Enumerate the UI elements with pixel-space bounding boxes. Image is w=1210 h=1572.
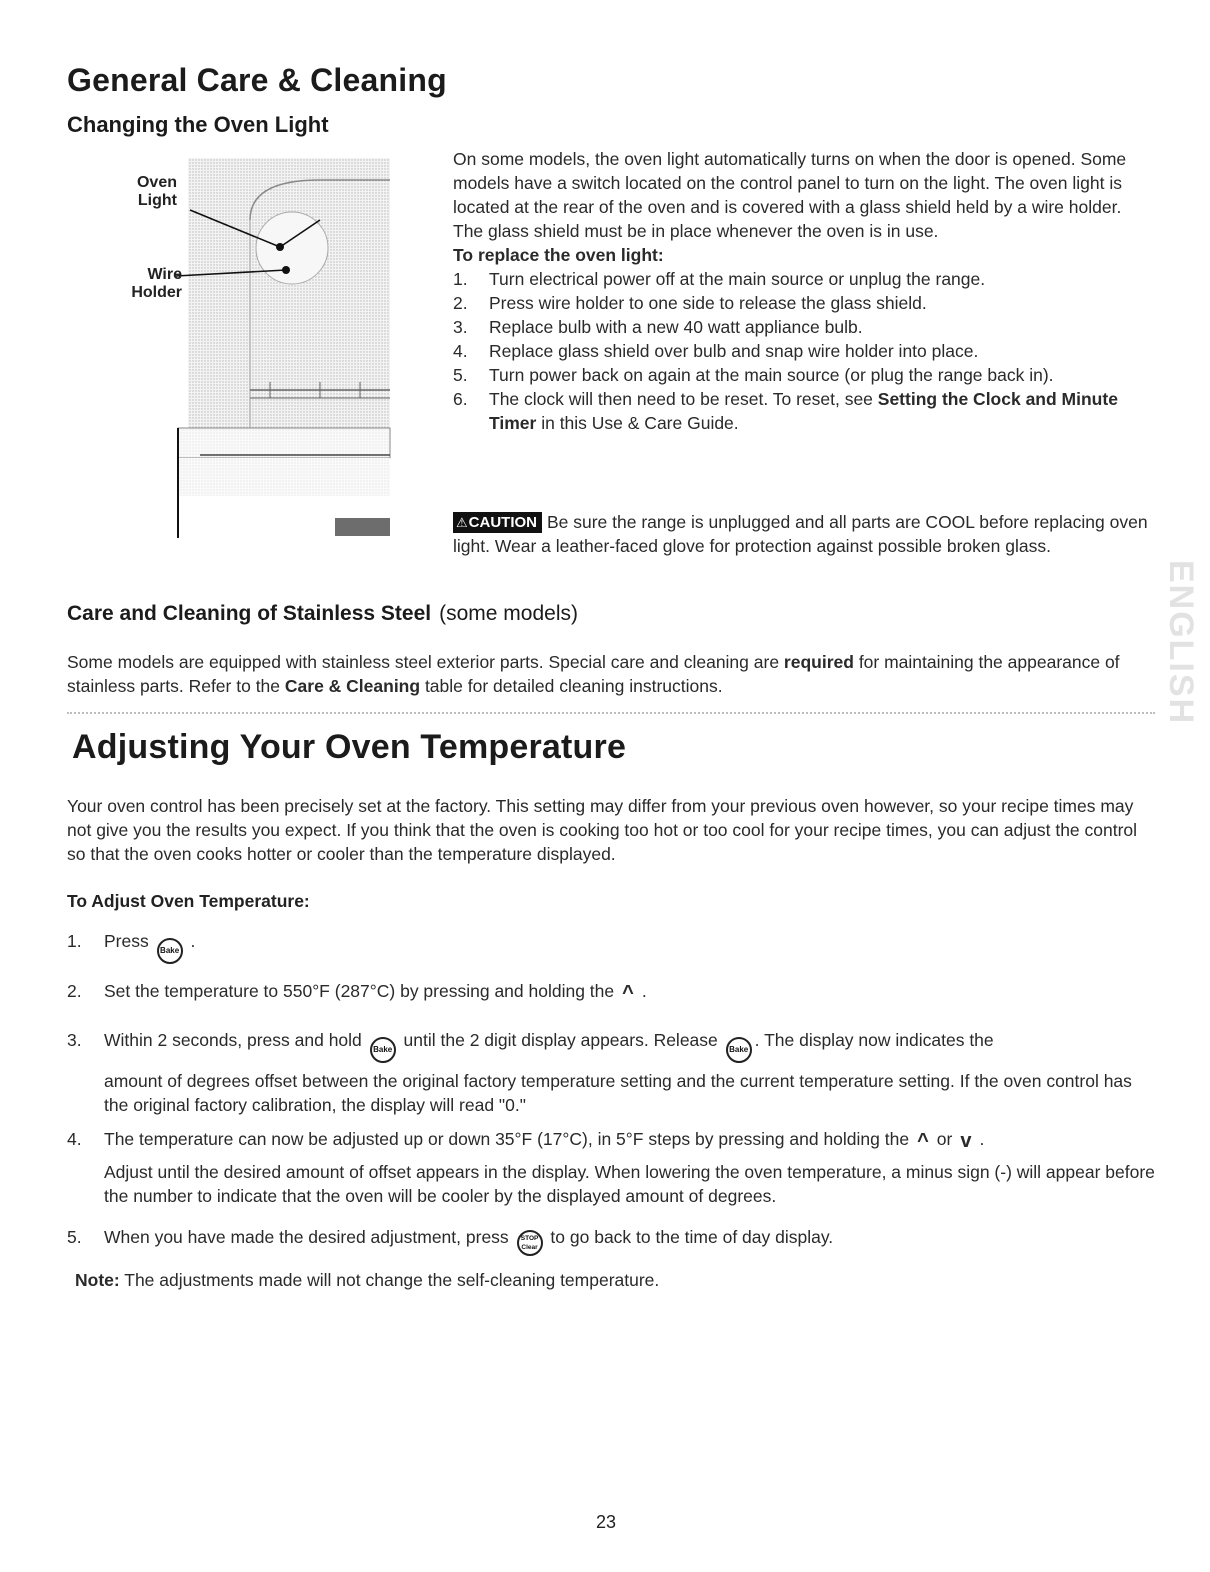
replace-light-heading: To replace the oven light: xyxy=(453,245,664,265)
list-item: 5. Turn power back on again at the main source (or plug the range back in). xyxy=(453,365,1054,385)
oven-light-instructions xyxy=(453,147,1148,435)
bake-key-icon: Bake xyxy=(726,1037,752,1063)
caution-text: Be sure the range is unplugged and all parts are COOL before replacing oven light. Wear a leather-faced glove for protection against possible broken glass. xyxy=(453,512,1148,556)
bake-key-icon: Bake xyxy=(157,938,183,964)
list-item: 3. Replace bulb with a new 40 watt appliance bulb. xyxy=(453,317,863,337)
adjust-step-3: 3. Within 2 seconds, press and hold Bake until the 2 digit display appears. Release Bake . The display now indicates the amount of degrees offset between the original factory temperature setting and the current temperature setting. If the oven control has the original factory calibration, the display will read "0." xyxy=(67,1030,1132,1115)
figure-label-wire-holder: Wire Holder xyxy=(131,266,182,301)
bake-key-icon: Bake xyxy=(370,1037,396,1063)
stainless-steel-text: Some models are equipped with stainless steel exterior parts. Special care and cleaning are required for maintaining the appearance of stainless parts. Refer to the Care & Cleaning table for detailed cleaning instructions. xyxy=(67,652,1120,696)
up-arrow-icon: ^ xyxy=(622,982,634,1004)
replace-light-steps xyxy=(453,267,1148,435)
oven-light-intro: On some models, the oven light automatically turns on when the door is opened. Some models have a switch located on the control panel to turn on the light. The oven light is located at the rear of the oven and is covered with a glass shield held by a wire holder. The glass shield must be in place whenever the oven is in use. xyxy=(453,149,1127,241)
stop-clear-key-icon: STOP Clear xyxy=(517,1230,543,1256)
list-item: 6. The clock will then need to be reset. To reset, see Setting the Clock and Minute Timer in this Use & Care Guide. xyxy=(453,389,1118,433)
note: Note: The adjustments made will not change the self-cleaning temperature. xyxy=(75,1270,660,1290)
section-divider xyxy=(67,712,1155,717)
list-item: 1. Turn electrical power off at the main source or unplug the range. xyxy=(453,269,986,289)
down-arrow-icon: v xyxy=(960,1130,972,1152)
adjust-step-4: 4. The temperature can now be adjusted up or down 35°F (17°C), in 5°F steps by pressing and holding the ^ or v . Adjust until the desired amount of offset appears in the display. When lowering the oven temperature, a minus sign (-) will appear before the number to indicate that the oven will be cooler by the displayed amount of degrees. xyxy=(67,1129,1155,1206)
page-number: 23 xyxy=(596,1512,617,1532)
adjust-temp-intro: Your oven control has been precisely set at the factory. This setting may differ from your previous oven however, so your recipe times may not give you the results you expect. If you think that the oven is cooking too hot or too cool for your recipe times, you can adjust the control so that the oven cooks hotter or cooler than the temperature displayed. xyxy=(67,796,1138,864)
up-arrow-icon: ^ xyxy=(917,1130,929,1152)
warning-icon: ⚠ xyxy=(456,515,468,530)
figure-label-oven-light: Oven Light xyxy=(136,174,177,209)
section-heading-stainless: Care and Cleaning of Stainless Steel (some models) xyxy=(67,602,578,625)
caution-badge: ⚠CAUTION xyxy=(453,512,542,533)
oven-light-illustration xyxy=(120,150,400,545)
language-tab: ENGLISH xyxy=(1162,560,1200,726)
adjust-temp-heading: To Adjust Oven Temperature: xyxy=(67,891,310,911)
caution-notice xyxy=(453,510,1148,558)
adjust-step-2: 2. Set the temperature to 550°F (287°C) by pressing and holding the ^ . xyxy=(67,981,647,1004)
section-heading-oven-light: Changing the Oven Light xyxy=(67,112,329,137)
section-title-adjust-temp: Adjusting Your Oven Temperature xyxy=(72,728,627,766)
page-title: General Care & Cleaning xyxy=(67,62,447,98)
list-item: 2. Press wire holder to one side to release the glass shield. xyxy=(453,293,927,313)
list-item: 4. Replace glass shield over bulb and snap wire holder into place. xyxy=(453,341,979,361)
adjust-step-1: 1. Press Bake . xyxy=(67,928,1157,964)
adjust-step-5: 5. When you have made the desired adjustment, press STOP Clear to go back to the time of day display. xyxy=(67,1224,1157,1256)
